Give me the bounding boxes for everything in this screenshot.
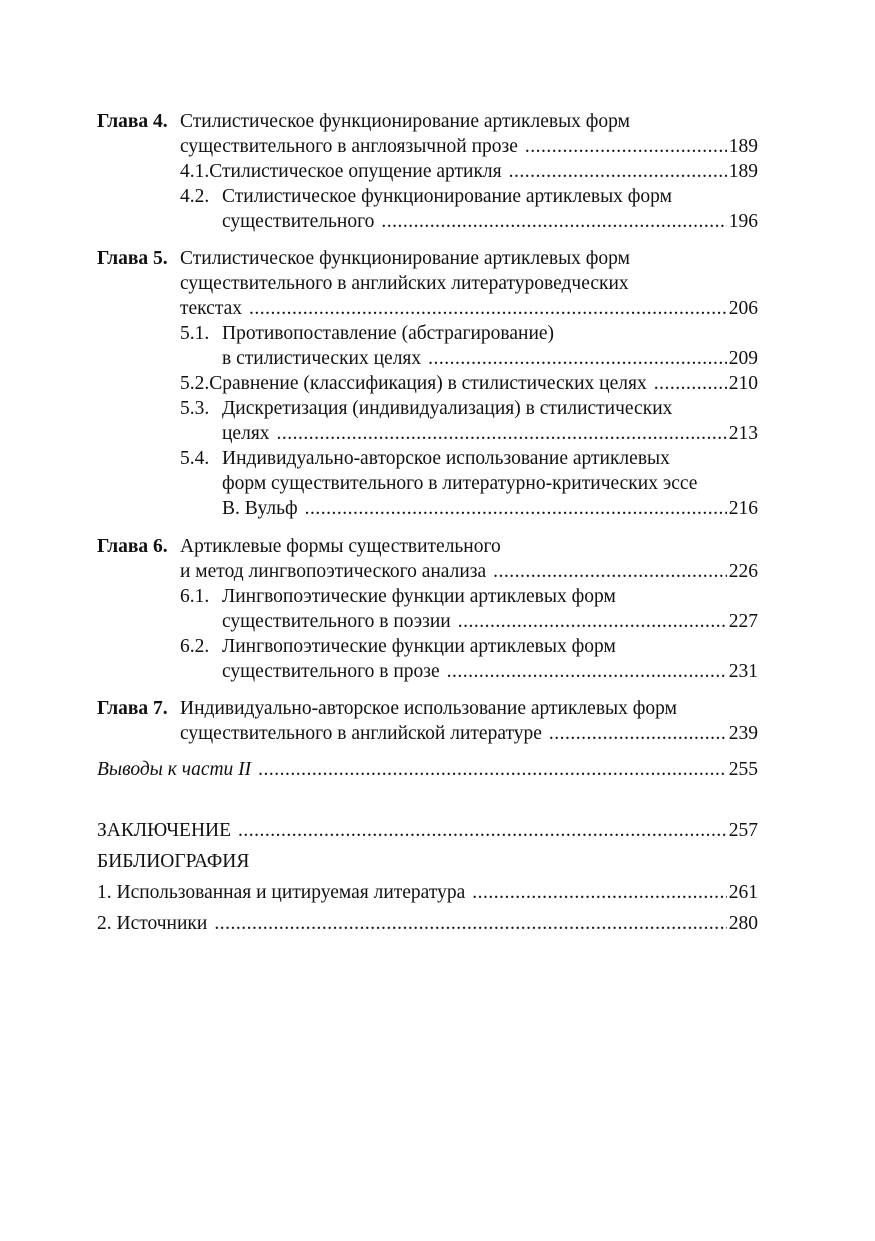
toc-section-5-4-cont [222,471,697,497]
section-number: 5.1. [180,323,210,344]
section-number: 6.2. [180,636,210,657]
section-title: Лингвопоэтические функции артиклевых форм [222,636,616,657]
section-title: Индивидуально-авторское использование артиклевых [222,448,670,469]
page-number: 226 [728,561,758,582]
page-number: 261 [728,882,758,903]
chapter-title: Стилистическое функционирование артиклевых форм [180,111,630,132]
toc-ch5-title-cont [180,271,629,297]
page-number: 227 [728,611,758,632]
section-number: 5.4. [180,448,210,469]
dot-leader [447,659,727,685]
toc-section-6-2[interactable] [180,634,616,660]
chapter-label: Глава 5. [97,248,168,269]
dot-leader [509,159,727,185]
toc-section-5-4-end[interactable] [222,496,758,522]
toc-zaklyuchenie[interactable] [97,818,758,844]
toc-section-5-3-cont[interactable] [222,421,758,447]
section-number: 4.2. [180,186,210,207]
section-title: Сравнение (классификация) в стилистических целях [209,373,647,394]
section-title-cont: существительного [222,211,375,232]
toc-ch7-heading [97,696,677,722]
section-title-cont: целях [222,423,270,444]
toc-section-5-2[interactable] [180,371,758,397]
toc-section-5-1[interactable] [180,321,554,347]
toc-section-6-1[interactable] [180,584,616,610]
chapter-label: Глава 4. [97,111,168,132]
page-number: 257 [728,820,758,841]
page-number: 189 [728,136,758,157]
dot-leader [305,496,727,522]
dot-leader [654,371,727,397]
dot-leader [549,721,727,747]
toc-section-5-3[interactable] [180,396,672,422]
chapter-title-cont: текстах [180,298,242,319]
page-number: 189 [728,161,758,182]
section-title: Стилистическое функционирование артиклевых форм [222,186,672,207]
section-title: Противопоставление (абстрагирование) [222,323,555,344]
page-number: 196 [728,211,758,232]
section-number: 4.1. [180,161,210,182]
dot-leader [249,296,727,322]
toc-bib-literature[interactable] [97,880,758,906]
entry-title: БИБЛИОГРАФИЯ [97,851,250,872]
toc-section-6-2-cont[interactable] [222,659,758,685]
dot-leader [458,609,727,635]
page-number: 280 [728,913,758,934]
toc-ch4-entry[interactable] [180,134,758,160]
toc-section-6-1-cont[interactable] [222,609,758,635]
page-number: 239 [728,723,758,744]
page-number: 210 [728,373,758,394]
chapter-title: Индивидуально-авторское использование артиклевых форм [180,698,677,719]
entry-title: 1. Использованная и цитируемая литература [97,882,466,903]
chapter-title-cont: и метод лингвопоэтического анализа [180,561,487,582]
toc-bib-sources[interactable] [97,911,758,937]
dot-leader [428,346,727,372]
dot-leader [472,880,726,906]
page-number: 206 [728,298,758,319]
toc-ch4-heading [97,109,630,135]
chapter-title-cont: существительного в английских литературоведческих [180,273,629,294]
section-title-cont: существительного в поэзии [222,611,451,632]
section-title: Лингвопоэтические функции артиклевых форм [222,586,616,607]
dot-leader [277,421,727,447]
section-title-cont: существительного в прозе [222,661,440,682]
section-number: 5.3. [180,398,210,419]
chapter-label: Глава 6. [97,536,168,557]
toc-ch6-heading [97,534,501,560]
entry-title: Выводы к части II [97,759,252,780]
toc-bibliography-heading [97,849,249,875]
toc-section-4-2-cont[interactable] [222,209,758,235]
page-number: 213 [728,423,758,444]
dot-leader [381,209,726,235]
page-number: 231 [728,661,758,682]
toc-ch5-entry[interactable] [180,296,758,322]
dot-leader [258,757,727,783]
toc-section-5-4[interactable] [180,446,670,472]
dot-leader [493,559,727,585]
chapter-title-cont: существительного в англоязычной прозе [180,136,518,157]
section-title-cont: в стилистических целях [222,348,422,369]
toc-section-4-1[interactable] [180,159,758,185]
toc-ch7-entry[interactable] [180,721,758,747]
page-number: 216 [728,498,758,519]
toc-ch5-heading [97,246,630,272]
section-title: Дискретизация (индивидуализация) в стилистических [222,398,673,419]
toc-ch6-entry[interactable] [180,559,758,585]
section-title-cont: форм существительного в литературно-критических эссе [222,473,698,494]
entry-title: 2. Источники [97,913,208,934]
toc-conclusions-part2[interactable] [97,757,758,783]
dot-leader [238,818,727,844]
chapter-title: Артиклевые формы существительного [180,536,501,557]
entry-title: ЗАКЛЮЧЕНИЕ [97,820,232,841]
chapter-title: Стилистическое функционирование артиклевых форм [180,248,630,269]
section-number: 6.1. [180,586,210,607]
chapter-label: Глава 7. [97,698,168,719]
section-title-cont: В. Вульф [222,498,298,519]
page-number: 209 [728,348,758,369]
toc-section-5-1-cont[interactable] [222,346,758,372]
dot-leader [214,911,726,937]
toc-section-4-2[interactable] [180,184,672,210]
chapter-title-cont: существительного в английской литературе [180,723,542,744]
dot-leader [525,134,727,160]
section-number: 5.2. [180,373,210,394]
page-number: 255 [728,759,758,780]
section-title: Стилистическое опущение артикля [209,161,502,182]
